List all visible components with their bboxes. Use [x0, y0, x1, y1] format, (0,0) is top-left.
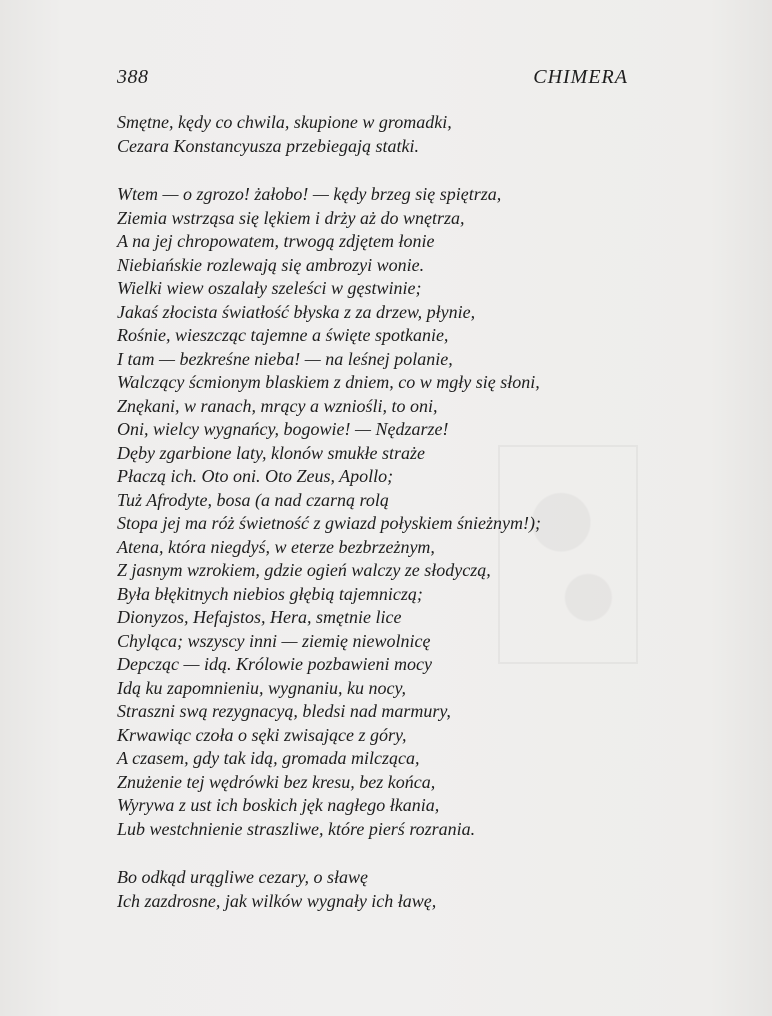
stanza [117, 111, 657, 158]
poem-line: Dęby zgarbione laty, klonów smukłe straże [117, 442, 425, 463]
poem-line: Walczący ścmionym blaskiem z dniem, co w mgły się słoni, [117, 372, 540, 392]
poem-line: Depcząc — idą. Królowie pozbawieni mocy [117, 654, 432, 674]
poem-line: Była błękitnych niebios głębią tajemniczą; [117, 583, 423, 604]
stanza [117, 866, 657, 913]
poem-line: Bo odkąd urągliwe cezary, o sławę [117, 867, 368, 887]
poem-line: Dionyzos, Hefajstos, Hera, smętnie lice [117, 607, 402, 627]
poem-line: Znużenie tej wędrówki bez kresu, bez końca, [117, 771, 436, 792]
poem-line: Niebiańskie rozlewają się ambrozyi wonie. [117, 254, 425, 275]
poem-line: Idą ku zapomnieniu, wygnaniu, ku nocy, [117, 677, 406, 698]
poem-line: Smętne, kędy co chwila, skupione w gromadki, [117, 112, 452, 132]
poem-body [117, 111, 657, 913]
poem-line: Lub westchnienie straszliwe, które pierś rozrania. [117, 818, 476, 839]
poem-line: Wyrywa z ust ich boskich jęk nagłego łkania, [117, 795, 440, 815]
poem-line: Oni, wielcy wygnańcy, bogowie! — Nędzarze! [117, 419, 449, 439]
poem-line: Płaczą ich. Oto oni. Oto Zeus, Apollo; [117, 466, 394, 486]
page-header [117, 66, 628, 90]
poem-line: A czasem, gdy tak idą, gromada milcząca, [117, 748, 420, 768]
page-number: 388 [117, 66, 149, 88]
poem-line: Stopa jej ma róż świetność z gwiazd połyskiem śnieżnym!); [117, 513, 541, 533]
poem-line: A na jej chropowatem, trwogą zdjętem łonie [117, 231, 435, 251]
poem-line: Z jasnym wzrokiem, gdzie ogień walczy ze słodyczą, [117, 560, 491, 580]
poem-line: Krwawiąc czoła o sęki zwisające z góry, [117, 724, 407, 745]
running-title: CHIMERA [533, 66, 628, 88]
poem-line: Tuż Afrodyte, bosa (a nad czarną rolą [117, 489, 389, 510]
stanza [117, 183, 657, 841]
poem-line: Rośnie, wieszcząc tajemne a święte spotkanie, [117, 325, 449, 345]
poem-line: Straszni swą rezygnacyą, bledsi nad marmury, [117, 701, 451, 721]
poem-line: Cezara Konstancyusza przebiegają statki. [117, 135, 419, 156]
poem-line: Wtem — o zgrozo! żałobo! — kędy brzeg się spiętrza, [117, 184, 502, 204]
poem-line: Chyląca; wszyscy inni — ziemię niewolnicę [117, 630, 431, 651]
poem-line: Wielki wiew oszalały szeleści w gęstwinie; [117, 278, 422, 298]
poem-line: I tam — bezkreśne nieba! — na leśnej polanie, [117, 348, 453, 369]
poem-line: Ich zazdrosne, jak wilków wygnały ich ławę, [117, 890, 437, 911]
poem-line: Znękani, w ranach, mrący a wzniośli, to oni, [117, 395, 438, 416]
poem-line: Atena, która niegdyś, w eterze bezbrzeżnym, [117, 536, 435, 557]
poem-line: Ziemia wstrząsa się lękiem i drży aż do wnętrza, [117, 207, 465, 228]
poem-line: Jakaś złocista światłość błyska z za drzew, płynie, [117, 301, 476, 322]
